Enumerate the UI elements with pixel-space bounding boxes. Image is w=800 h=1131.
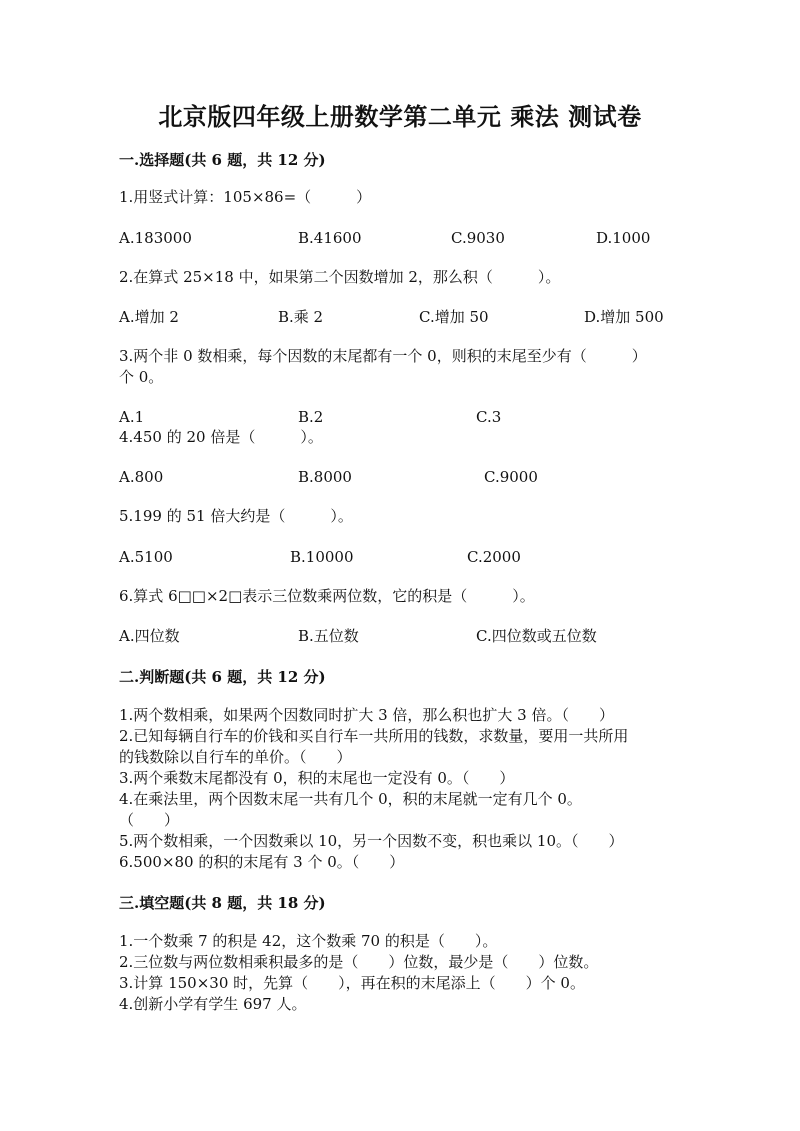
question-text: 6.算式 6□□×2□表示三位数乘两位数，它的积是（ ）。: [119, 587, 535, 605]
judge-line: 1.两个数相乘，如果两个因数同时扩大 3 倍，那么积也扩大 3 倍。（ ）: [119, 706, 614, 724]
question-text: 2.在算式 25×18 中，如果第二个因数增加 2，那么积（ ）。: [119, 268, 561, 286]
question-text: 5.199 的 51 倍大约是（ ）。: [119, 507, 353, 525]
fill-line: 2.三位数与两位数相乘积最多的是（ ）位数，最少是（ ）位数。: [119, 953, 599, 971]
option-b: B.8000: [298, 468, 352, 486]
fill-line: 3.计算 150×30 时，先算（ ），再在积的末尾添上（ ）个 0。: [119, 974, 585, 992]
page-title: 北京版四年级上册数学第二单元 乘法 测试卷: [158, 102, 642, 131]
option-a: A.四位数: [119, 627, 180, 645]
option-b: B.乘 2: [278, 308, 324, 326]
option-c: C.9000: [484, 468, 538, 486]
question-text: 4.450 的 20 倍是（ ）。: [119, 428, 323, 446]
fill-line: 4.创新小学有学生 697 人。: [119, 995, 307, 1013]
option-a: A.183000: [119, 229, 192, 247]
option-c: C.9030: [451, 229, 505, 247]
fill-line: 1.一个数乘 7 的积是 42，这个数乘 70 的积是（ ）。: [119, 932, 498, 950]
section-heading-fill: 三.填空题(共 8 题，共 18 分): [119, 894, 326, 912]
section-heading-choice: 一.选择题(共 6 题，共 12 分): [119, 151, 326, 169]
judge-line: （ ）: [119, 811, 180, 829]
section-heading-judge: 二.判断题(共 6 题，共 12 分): [119, 668, 326, 686]
judge-line: 2.已知每辆自行车的价钱和买自行车一共所用的钱数，求数量，要用一共所用: [119, 727, 629, 745]
option-a: A.5100: [119, 548, 173, 566]
option-a: A.800: [119, 468, 164, 486]
option-b: B.五位数: [298, 627, 359, 645]
question-text-continued: 个 0。: [119, 368, 164, 386]
judge-line: 6.500×80 的积的末尾有 3 个 0。（ ）: [119, 853, 405, 871]
option-c: C.增加 50: [419, 308, 489, 326]
judge-line: 3.两个乘数末尾都没有 0，积的末尾也一定没有 0。（ ）: [119, 769, 515, 787]
judge-line: 5.两个数相乘，一个因数乘以 10，另一个因数不变，积也乘以 10。（ ）: [119, 832, 624, 850]
option-b: B.41600: [298, 229, 362, 247]
option-c: C.2000: [467, 548, 521, 566]
option-c: C.四位数或五位数: [476, 627, 597, 645]
judge-line: 的钱数除以自行车的单价。（ ）: [119, 748, 352, 766]
option-c: C.3: [476, 408, 502, 426]
question-text: 3.两个非 0 数相乘，每个因数的末尾都有一个 0，则积的末尾至少有（ ）: [119, 347, 647, 365]
option-a: A.增加 2: [119, 308, 179, 326]
judge-line: 4.在乘法里，两个因数末尾一共有几个 0，积的末尾就一定有几个 0。: [119, 790, 582, 808]
option-d: D.1000: [596, 229, 651, 247]
option-b: B.2: [298, 408, 324, 426]
question-text: 1.用竖式计算：105×86=（ ）: [119, 188, 372, 206]
option-d: D.增加 500: [584, 308, 664, 326]
option-a: A.1: [119, 408, 145, 426]
option-b: B.10000: [290, 548, 354, 566]
